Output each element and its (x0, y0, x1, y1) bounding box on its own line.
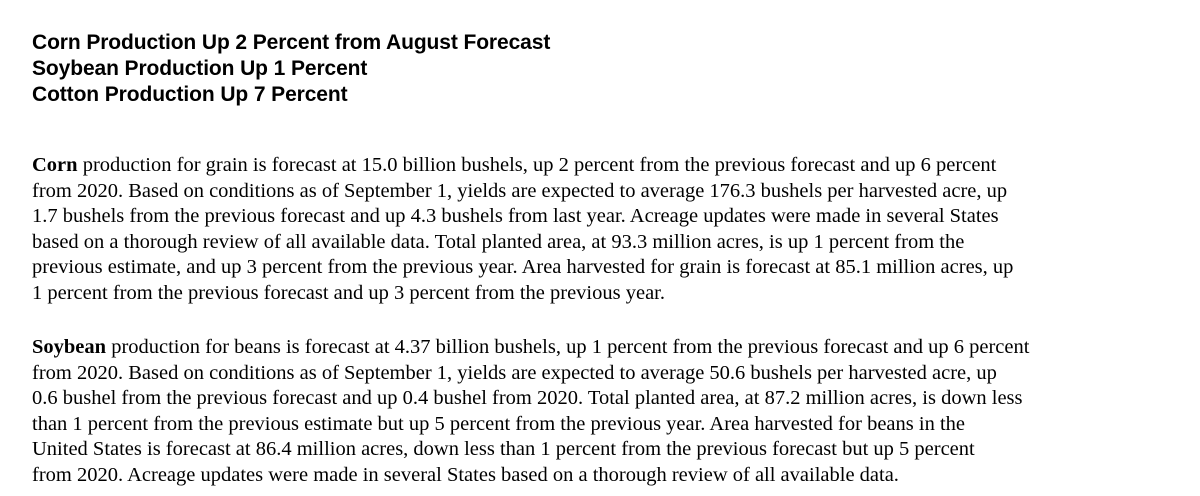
corn-line-6: 1 percent from the previous forecast and up 3 percent from the previous year. (32, 281, 665, 304)
corn-line-1 (32, 153, 1182, 179)
headline-cotton: Cotton Production Up 7 Percent (32, 83, 348, 106)
headline-soybean: Soybean Production Up 1 Percent (32, 57, 368, 80)
corn-paragraph (32, 153, 1182, 307)
soybean-line-3: 0.6 bushel from the previous forecast and up 0.4 bushel from 2020. Total planted area, at 87.2 million acres, is down less (32, 387, 1023, 410)
soybean-paragraph (32, 335, 1182, 489)
soybean-line-5: United States is forecast at 86.4 million acres, down less than 1 percent from the previous forecast but up 5 percent (32, 438, 975, 461)
headline-corn: Corn Production Up 2 Percent from August Forecast (32, 31, 551, 54)
soybean-line-1-text: production for beans is forecast at 4.37 billion bushels, up 1 percent from the previous forecast and up 6 percent (106, 336, 1030, 358)
soybean-line-1 (32, 335, 1182, 361)
soybean-lead-word: Soybean (32, 336, 107, 358)
corn-line-1-text: production for grain is forecast at 15.0 billion bushels, up 2 percent from the previous forecast and up 6 percent (77, 154, 997, 176)
soybean-line-4: than 1 percent from the previous estimate but up 5 percent from the previous year. Area harvested for beans in the (32, 412, 966, 435)
corn-line-2: from 2020. Based on conditions as of September 1, yields are expected to average 176.3 bushels per harvested acre, up (32, 179, 1008, 202)
soybean-line-6: from 2020. Acreage updates were made in several States based on a thorough review of all available data. (32, 463, 899, 486)
soybean-line-2: from 2020. Based on conditions as of September 1, yields are expected to average 50.6 bushels per harvested acre, up (32, 361, 997, 384)
corn-line-4: based on a thorough review of all available data. Total planted area, at 93.3 million acres, is up 1 percent from the (32, 230, 965, 253)
corn-lead-word: Corn (32, 154, 78, 176)
corn-line-5: previous estimate, and up 3 percent from the previous year. Area harvested for grain is forecast at 85.1 million acres, up (32, 256, 1014, 279)
corn-line-3: 1.7 bushels from the previous forecast and up 4.3 bushels from last year. Acreage updates were made in several States (32, 205, 999, 228)
headline-block (32, 30, 550, 108)
